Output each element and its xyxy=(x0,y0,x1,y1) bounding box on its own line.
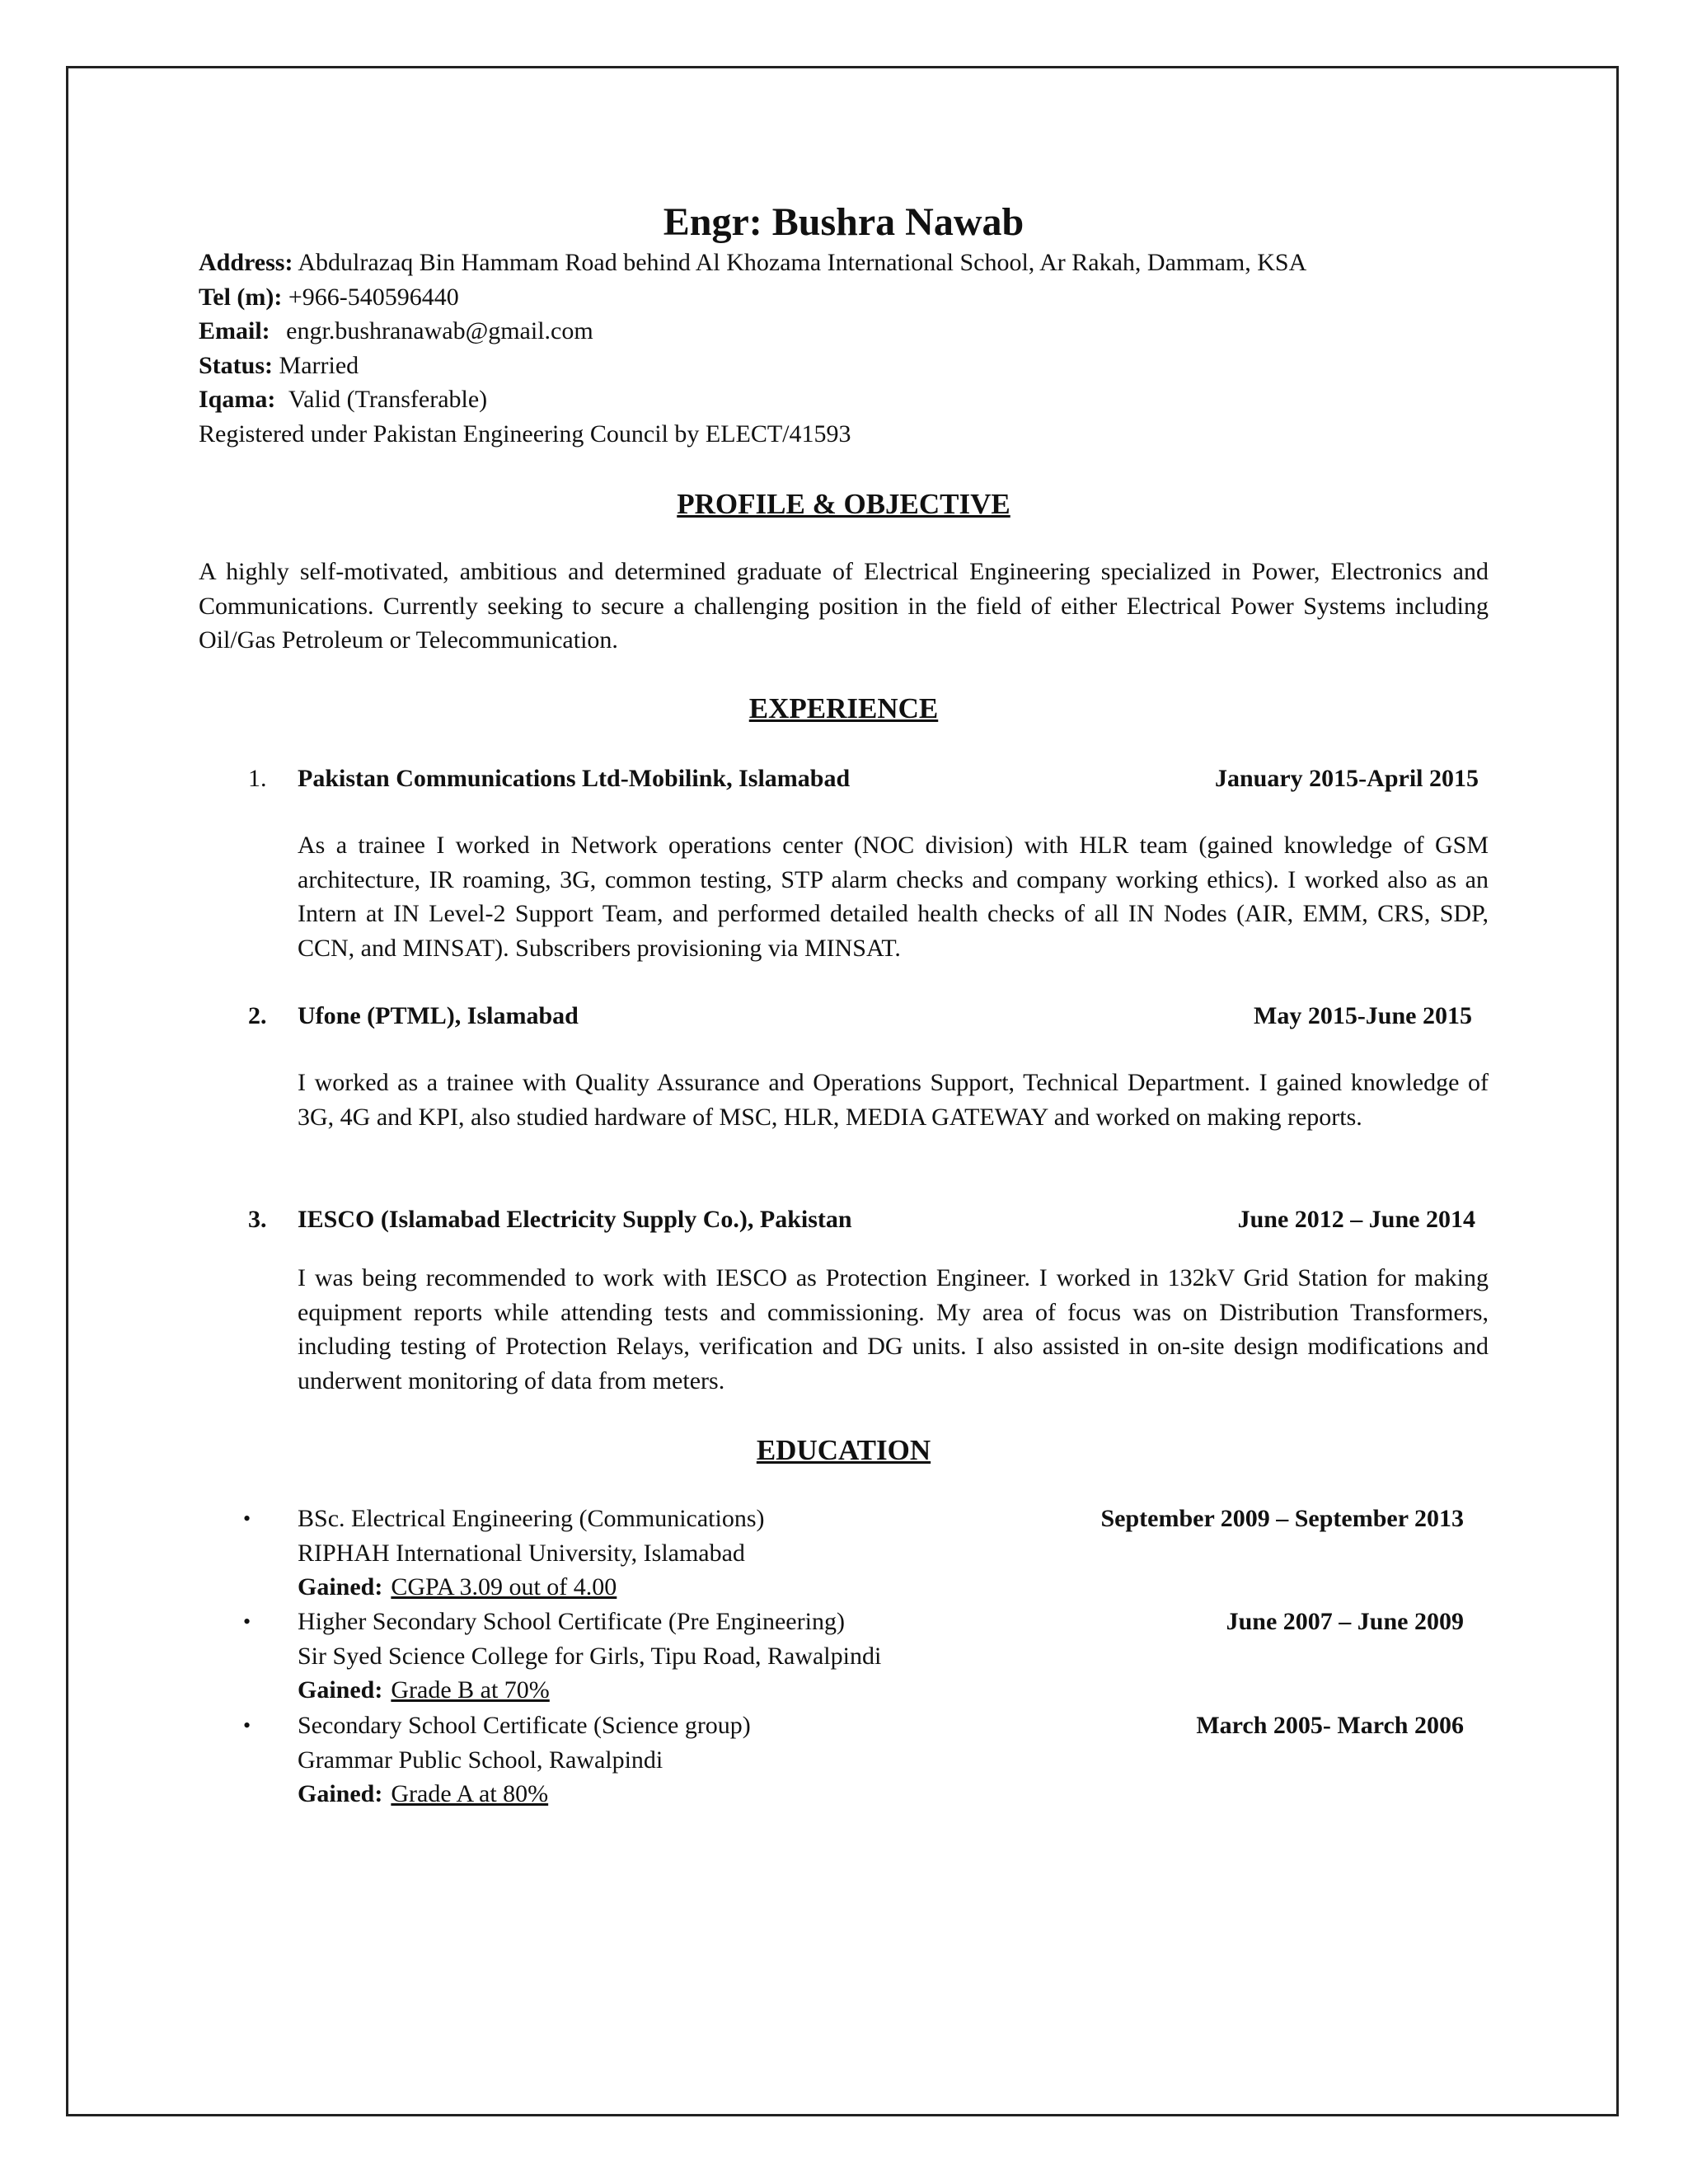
tel-label: Tel (m): xyxy=(199,283,283,311)
education-item-2-degree: Higher Secondary School Certificate (Pre Engineering) xyxy=(298,1608,845,1635)
bullet-icon: • xyxy=(243,1610,251,1633)
email-label: Email: xyxy=(199,317,270,344)
education-item-1-date: September 2009 – September 2013 xyxy=(1100,1505,1464,1532)
experience-item-3-org: IESCO (Islamabad Electricity Supply Co.), Pakistan xyxy=(298,1206,852,1233)
education-item-3-gained xyxy=(298,1777,1451,1811)
education-item-3-institution: Grammar Public School, Rawalpindi xyxy=(298,1746,663,1774)
address-label: Address: xyxy=(199,249,293,276)
experience-item-2-number: 2. xyxy=(248,1002,267,1029)
registration-row: Registered under Pakistan Engineering Council by ELECT/41593 xyxy=(199,419,851,448)
bullet-icon: • xyxy=(243,1713,251,1737)
experience-item-1-org: Pakistan Communications Ltd-Mobilink, Islamabad xyxy=(298,765,851,792)
status-row xyxy=(199,349,1489,383)
experience-heading: EXPERIENCE xyxy=(748,692,939,724)
contact-block xyxy=(199,246,1489,451)
status-label: Status: xyxy=(199,351,274,379)
address-value: Abdulrazaq Bin Hammam Road behind Al Khozama International School, Ar Rakah, Dammam, KSA xyxy=(298,249,1307,276)
iqama-value: Valid (Transferable) xyxy=(288,386,488,413)
experience-item-1-text: As a trainee I worked in Network operations center (NOC division) with HLR team (gained knowledge of GSM architecture, IR roaming, 3G, common testing, STP alarm checks and company working ethics). I worked also as an Intern at IN Level-2 Support Team, and performed detailed health checks of all IN Nodes (AIR, EMM, CRS, SDP, CCN, and MINSAT). Subscribers provisioning via MINSAT. xyxy=(298,832,1489,962)
address-row xyxy=(199,246,1489,280)
education-item-3-gained-value: Grade A at 80% xyxy=(391,1780,549,1807)
education-item-1-gained-value: CGPA 3.09 out of 4.00 xyxy=(391,1573,617,1601)
iqama-label: Iqama: xyxy=(199,386,276,413)
experience-item-3-text: I was being recommended to work with IESCO as Protection Engineer. I worked in 132kV Grid Station for making equipment reports while attending tests and commissioning. My area of focus was on Distribution Transformers, including testing of Protection Relays, verification and DG units. I also assisted in on-site design modifications and underwent monitoring of data from meters. xyxy=(298,1264,1489,1394)
tel-row xyxy=(199,280,1489,315)
bullet-icon: • xyxy=(243,1507,251,1530)
education-item-3-date: March 2005- March 2006 xyxy=(1196,1712,1464,1739)
experience-item-3-number: 3. xyxy=(248,1206,267,1233)
gained-label: Gained: xyxy=(298,1573,383,1601)
experience-item-1-number: 1. xyxy=(248,765,267,792)
experience-item-2-date: May 2015-June 2015 xyxy=(1254,1002,1472,1029)
education-item-2-institution: Sir Syed Science College for Girls, Tipu Road, Rawalpindi xyxy=(298,1642,882,1670)
status-value: Married xyxy=(279,351,359,379)
email-row xyxy=(199,314,1489,349)
education-item-1-gained xyxy=(298,1570,1451,1605)
experience-item-3-date: June 2012 – June 2014 xyxy=(1237,1206,1475,1233)
experience-item-2-text: I worked as a trainee with Quality Assurance and Operations Support, Technical Department. I gained knowledge of 3G, 4G and KPI, also studied hardware of MSC, HLR, MEDIA GATEWAY and worked on making reports. xyxy=(298,1069,1489,1131)
email-value: engr.bushranawab@gmail.com xyxy=(286,317,593,344)
education-heading: EDUCATION xyxy=(756,1434,931,1466)
education-item-2-date: June 2007 – June 2009 xyxy=(1226,1608,1464,1635)
iqama-row xyxy=(199,382,1489,417)
education-item-1-degree: BSc. Electrical Engineering (Communications) xyxy=(298,1505,765,1532)
profile-heading: PROFILE & OBJECTIVE xyxy=(677,488,1010,520)
education-item-1-institution: RIPHAH International University, Islamabad xyxy=(298,1539,745,1567)
education-item-2-gained xyxy=(298,1673,1451,1708)
education-item-3-degree: Secondary School Certificate (Science group) xyxy=(298,1712,751,1739)
education-item-2-gained-value: Grade B at 70% xyxy=(391,1676,550,1704)
experience-item-1-date: January 2015-April 2015 xyxy=(1214,765,1479,792)
gained-label: Gained: xyxy=(298,1676,383,1704)
gained-label: Gained: xyxy=(298,1780,383,1807)
resume-name: Engr: Bushra Nawab xyxy=(663,200,1025,244)
profile-text: A highly self-motivated, ambitious and determined graduate of Electrical Engineering specialized in Power, Electronics and Communications. Currently seeking to secure a challenging position in the field of either Electrical Power Systems including Oil/Gas Petroleum or Telecommunication. xyxy=(199,558,1489,654)
tel-value: +966-540596440 xyxy=(288,283,459,311)
experience-item-2-org: Ufone (PTML), Islamabad xyxy=(298,1002,579,1029)
